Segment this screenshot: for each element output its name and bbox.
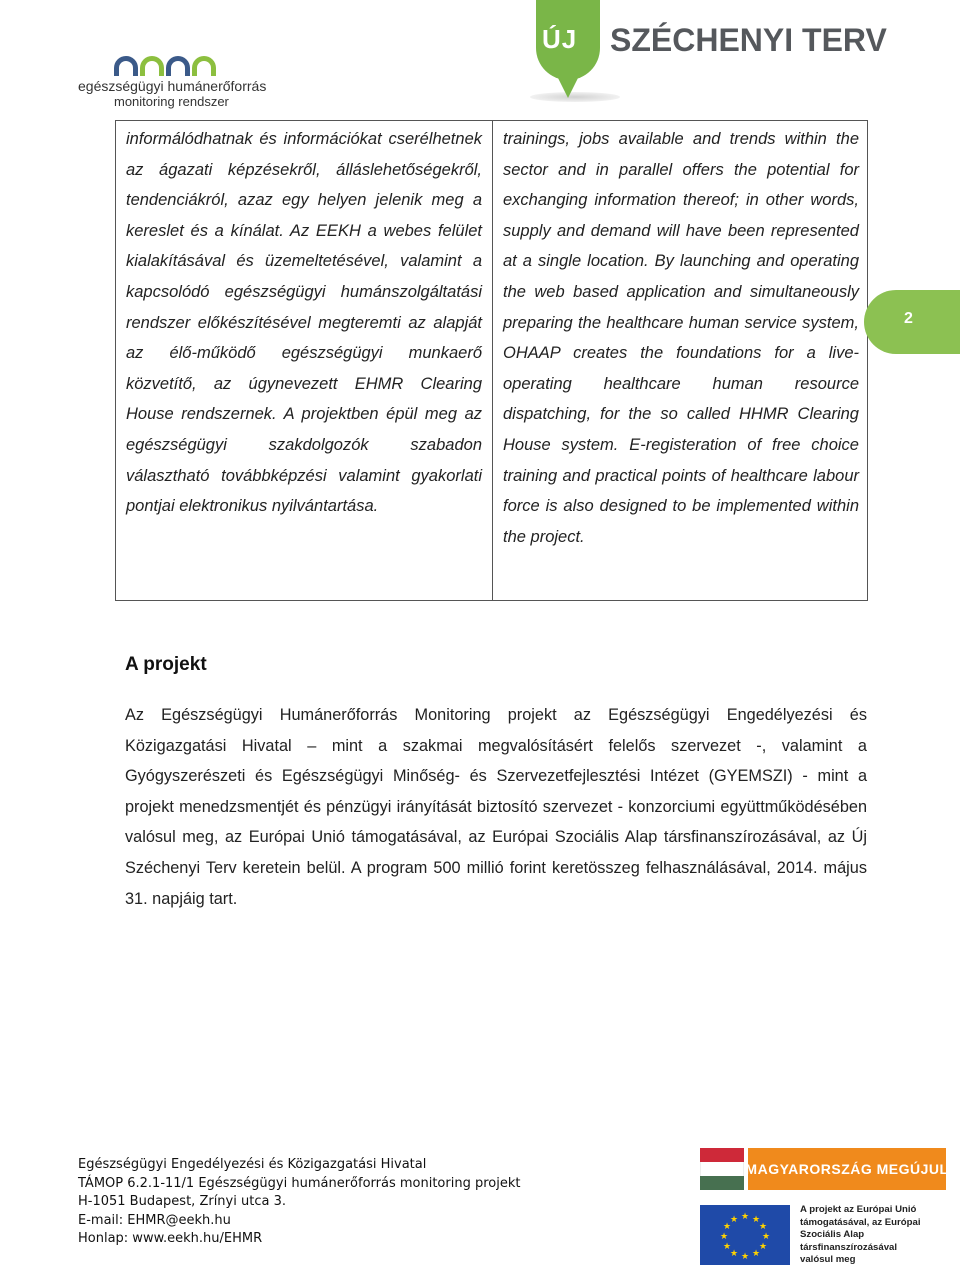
- eu-note-line: támogatásával, az Európai: [800, 1216, 921, 1228]
- eu-note-line: A projekt az Európai Unió: [800, 1204, 917, 1215]
- svg-text:★: ★: [722, 1242, 732, 1252]
- svg-text:★: ★: [740, 1212, 750, 1222]
- footer-project-code: TÁMOP 6.2.1-11/1 Egészségügyi humánerőforrás monitoring projekt: [78, 1175, 521, 1191]
- footer-contact: [78, 1156, 520, 1249]
- page-number-badge: [864, 290, 960, 354]
- svg-text:★: ★: [751, 1249, 761, 1259]
- eu-note-line: Szociális Alap: [800, 1229, 865, 1241]
- svg-text:★: ★: [729, 1249, 739, 1259]
- bilingual-text-box: [115, 120, 868, 601]
- footer-email: E-mail: EHMR@eekh.hu: [78, 1212, 231, 1228]
- svg-text:★: ★: [758, 1242, 768, 1252]
- svg-text:★: ★: [719, 1232, 729, 1242]
- svg-text:★: ★: [751, 1215, 761, 1225]
- magyarorszag-megujul-banner: [745, 1148, 949, 1190]
- szechenyi-terv-text: SZÉCHENYI TERV: [610, 22, 887, 58]
- hungarian-column: informálódhatnak és információkat cserélhetnek az ágazati képzésekről, álláslehetőségekről, tendenciákról, azaz egy helyen jelenik meg a kereslet és a kínálat. Az EEKH a webes felület kialakításával és üzemeltetésével, valamint a kapcsolódó egészségügyi humánszolgáltatási rendszer előkészítésével megteremti az alapját az élő-működő egészségügyi munkaerő közvetítő, az úgynevezett EHMR Clearing House rendszernek. A projektben épül meg az egészségügyi szakdolgozók szabadon választható továbbképzési valamint gyakorlati pontjai elektronikus nyilvántartása.: [116, 121, 493, 600]
- eu-flag-icon: [700, 1205, 790, 1265]
- svg-text:★: ★: [758, 1222, 768, 1232]
- footer-organization: Egészségügyi Engedélyezési és Közigazgatási Hivatal: [78, 1157, 427, 1172]
- page-number: 2: [904, 310, 913, 327]
- szechenyi-terv-logo: [530, 0, 887, 105]
- banner-text: MAGYARORSZÁG MEGÚJUL: [745, 1161, 949, 1177]
- eu-note-line: társfinanszírozásával: [800, 1241, 898, 1253]
- ehmr-logo-line1: egészségügyi humánerőforrás: [78, 78, 267, 94]
- svg-text:★: ★: [740, 1252, 750, 1262]
- svg-text:★: ★: [729, 1215, 739, 1225]
- szechenyi-uj: ÚJ: [542, 24, 578, 54]
- eu-funding-note: [800, 1204, 921, 1267]
- footer-address: H-1051 Budapest, Zrínyi utca 3.: [78, 1194, 286, 1210]
- eu-note-line: valósul meg: [800, 1254, 856, 1266]
- section-body: Az Egészségügyi Humánerőforrás Monitoring projekt az Egészségügyi Engedélyezési és Közigazgatási Hivatal – mint a szakmai megvalósításért felelős szervezet -, valamint a Gyógyszerészeti és Egészségügyi Minőség- és Szervezetfejlesztési Intézet (GYEMSZI) - mint a projekt menedzsmentjét és pénzügyi irányítását biztosító szervezet - konzorciumi együttműködésében valósul meg, az Európai Unió támogatásával, az Európai Szociális Alap társfinanszírozásával, az Új Széchenyi Terv keretein belül. A program 500 millió forint keretösszeg felhasználásával, 2014. május 31. napjáig tart.: [125, 706, 867, 908]
- ehmr-logo: [78, 52, 278, 110]
- svg-text:★: ★: [722, 1222, 732, 1232]
- ehmr-logo-mark: [114, 52, 278, 76]
- english-column: trainings, jobs available and trends within the sector and in parallel offers the potential for exchanging information thereof; in other words, supply and demand will have been represented at a single location. By launching and operating the web based application and simultaneously preparing the healthcare human service system, OHAAP creates the foundations for a live-operating healthcare human resource dispatching, for the so called HHMR Clearing House system. E-registeration of free choice training and practical points of healthcare labour force is also designed to be implemented within the project.: [503, 130, 859, 546]
- section-title: A projekt: [125, 654, 207, 675]
- ehmr-logo-line2: monitoring rendszer: [114, 94, 229, 109]
- hungarian-flag-icon: [700, 1148, 744, 1190]
- svg-text:★: ★: [761, 1232, 771, 1242]
- footer-website: Honlap: www.eekh.hu/EHMR: [78, 1231, 263, 1247]
